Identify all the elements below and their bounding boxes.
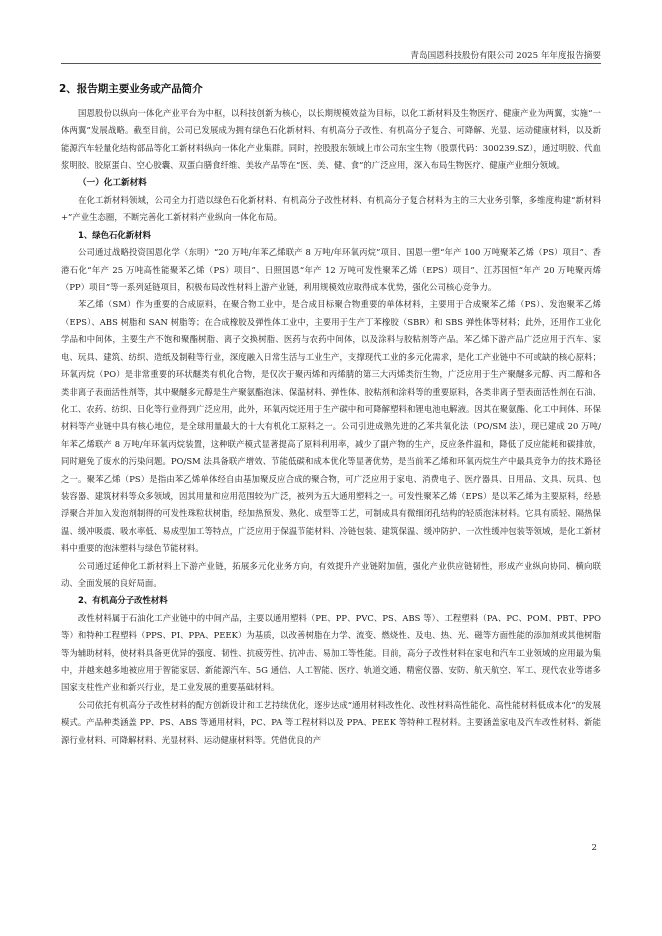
page-number: 2 bbox=[591, 843, 597, 853]
part1-intro-paragraph: 在化工新材料领域，公司全力打造以绿色石化新材料、有机高分子改性材料、有机高分子复合材料为主的三大业务引擎，多维度构建“新材料+”产业生态圈，不断完善化工新材料产业纵向一体化布局。 bbox=[61, 195, 601, 223]
document-body bbox=[61, 81, 601, 749]
sub1-paragraph-2: 苯乙烯（SM）作为重要的合成原料，在聚合物工业中，是合成目标聚合物重要的单体材料，主要用于合成聚苯乙烯（PS）、发泡聚苯乙烯（EPS）、ABS 树脂和 SAN 树脂等；在合成橡胶及弹性体工业中，主要用于生产丁苯橡胶（SBR）和 SBS 弹性体等材料；此外，还用作工业化学品和中间体，主要生产不饱和聚酯树脂、离子交换树脂、医药与农药中间体，以及涂料与胶粘剂等产品。苯乙烯下游产品广泛应用于汽车、家电、玩具、建筑、纺织、造纸及制鞋等行业，深度融入日常生活与工业生产，支撑现代工业的多元化需求，是化工产业链中不可或缺的核心原料；环氧丙烷（PO）是非常重要的环状醚类有机化合物，是仅次于聚丙烯和丙烯腈的第三大丙烯类衍生物，广泛应用于生产聚醚多元醇、丙二醇和各类非离子表面活性剂等，其中聚醚多元醇是生产聚氨酯泡沫、保温材料、弹性体、胶粘剂和涂料等的重要原料，各类非离子型表面活性剂在石油、化工、农药、纺织、日化等行业得到广泛应用，此外，环氧丙烷还用于生产碳中和可降解塑料和锂电池电解液。因其在聚氨酯、化工中间体、环保材料等产业链中具有核心地位，是全球用量最大的十大有机化工原料之一。公司引进成熟先进的乙苯共氧化法（PO/SM 法），现已建成 20 万吨/年苯乙烯联产 8 万吨/年环氧丙烷装置，这种联产模式显著提高了原料利用率，减少了副产物的生产，反应条件温和，降低了反应能耗和碳排放，同时避免了废水的污染问题。PO/SM 法具备联产增效、节能低碳和成本优化等显著优势，是当前苯乙烯和环氧丙烷生产中最具竞争力的技术路径之一。聚苯乙烯（PS）是指由苯乙烯单体经自由基加聚反应合成的聚合物，可广泛应用于家电、消费电子、医疗器具、日用品、文具、玩具、包装容器、建筑材料等众多领域，因其用量和应用范围较为广泛，被列为五大通用塑料之一。可发性聚苯乙烯（EPS）是以苯乙烯为主要原料，经悬浮聚合并加入发泡剂制得的可发性珠粒状树脂，经加热预发、熟化、成型等工艺，可制成具有微细闭孔结构的轻质泡沫材料。它具有质轻、隔热保温、缓冲吸震、吸水率低、易成型加工等特点，广泛应用于保温节能材料、冷链包装、建筑保温、缓冲防护、一次性缓冲包装等领域，是化工新材料中重要的泡沫塑料与绿色节能材料。 bbox=[61, 299, 601, 554]
sub1-paragraph-3: 公司通过延伸化工新材料上下游产业链，拓展多元化业务方向，有效提升产业链附加值，强化产业供应链韧性，形成产业纵向协同、横向联动、全面发展的良好局面。 bbox=[61, 560, 601, 588]
section-title: 2、报告期主要业务或产品简介 bbox=[59, 83, 203, 95]
sub1-heading: 1、绿色石化新材料 bbox=[78, 229, 151, 240]
sub2-heading: 2、有机高分子改性材料 bbox=[78, 595, 168, 606]
sub2-paragraph-2: 公司依托有机高分子改性材料的配方创新设计和工艺持续优化，逐步达成“通用材料改性化、改性材料高性能化、高性能材料低成本化”的发展模式。产品种类涵盖 PP、PS、ABS 等通用材料，PC、PA 等工程材料以及 PPA、PEEK 等特种工程材料。主要涵盖家电及汽车改性材料、新能源行业材料、可降解材料、光显材料、运动健康材料等。凭借优良的产 bbox=[61, 699, 601, 745]
section-intro-paragraph: 国恩股份以纵向一体化产业平台为中枢，以科技创新为核心，以长期规模效益为目标，以化工新材料及生物医疗、健康产业为两翼，实施“一体两翼”发展战略。截至目前，公司已发展成为拥有绿色石化新材料、有机高分子改性、有机高分子复合、可降解、光显、运动健康材料，以及新能源汽车轻量化结构部品等化工新材料纵向一体化产业集群。同时，控股股东领域上市公司东宝生物（股票代码：300239.SZ），通过明胶、代血浆明胶、胶原蛋白、空心胶囊、双蛋白膳食纤维、美妆产品等在“医、美、健、食”的广泛应用，深入布局生物医疗、健康产业细分领域。 bbox=[61, 108, 601, 171]
header-divider bbox=[61, 63, 601, 64]
page-header-title: 青岛国恩科技股份有限公司 2025 年年度报告摘要 bbox=[410, 51, 601, 61]
part1-heading: （一）化工新材料 bbox=[78, 177, 147, 188]
sub1-paragraph-1: 公司通过战略投资国恩化学（东明）“20 万吨/年苯乙烯联产 8 万吨/年环氧丙烷”项目、国恩一塑“年产 100 万吨聚苯乙烯（PS）项目”、香港石化“年产 25 万吨高性能聚苯乙烯（PS）项目”、日照国恩“年产 12 万吨可发性聚苯乙烯（EPS）项目”、江苏国恒“年产 20 万吨聚丙烯（PP）项目”等一系列延链项目，积极布局改性材料上游产业链，利用规模效应取得成本优势，强化公司核心竞争力。 bbox=[61, 247, 601, 293]
sub2-paragraph-1: 改性材料属于石油化工产业链中的中间产品，主要以通用塑料（PE、PP、PVC、PS、ABS 等）、工程塑料（PA、PC、POM、PBT、PPO 等）和特种工程塑料（PPS、PI、PPA、PEEK）为基质，以改善树脂在力学、流变、燃烧性、及电、热、光、磁等方面性能的添加剂或其他树脂等为辅助材料，使材料具备更优异的强度、韧性、抗疲劳性、抗冲击、易加工等性能。目前，高分子改性材料在家电和汽车工业领域的应用最为集中，并越来越多地被应用于智能家居、新能源汽车、5G 通信、人工智能、医疗、轨道交通、精密仪器、安防、航天航空、军工、现代农业等诸多国家支柱性产业和新兴行业，是工业发展的重要基础材料。 bbox=[61, 612, 601, 693]
